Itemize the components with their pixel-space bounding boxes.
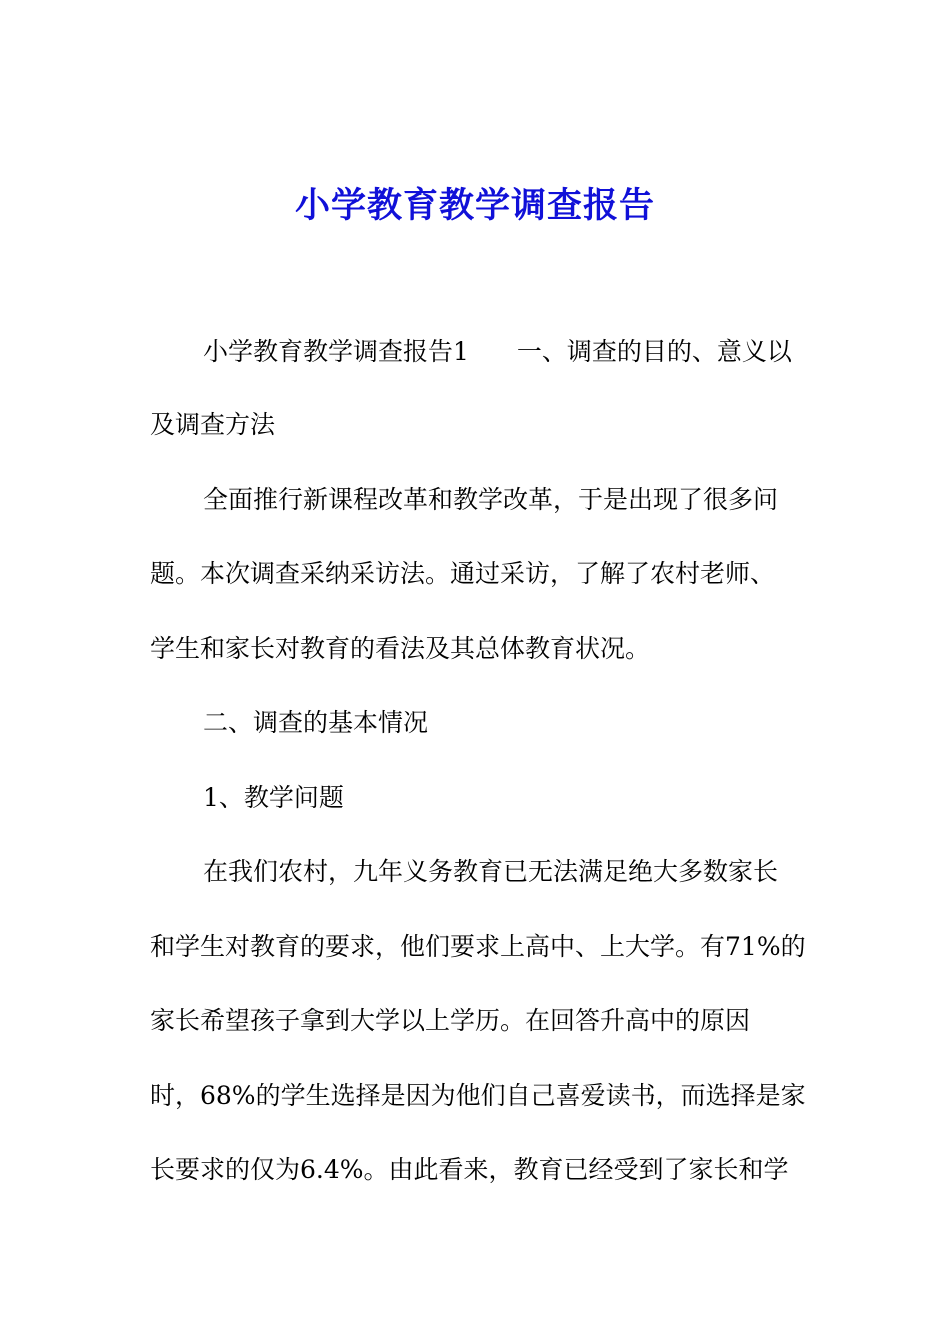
paragraph-line: 在我们农村，九年义务教育已无法满足绝大多数家长 <box>203 857 779 886</box>
paragraph-line <box>203 335 792 369</box>
section-heading: 二、调查的基本情况 <box>203 708 429 737</box>
section-heading-inline: 一、调查的目的、意义以 <box>516 337 792 366</box>
paragraph-line: 和学生对教育的要求，他们要求上高中、上大学。有71%的 <box>150 932 806 961</box>
document-title: 小学教育教学调查报告 <box>294 185 655 226</box>
paragraph-line: 学生和家长对教育的看法及其总体教育状况。 <box>150 634 651 663</box>
paragraph-line: 及调查方法 <box>150 410 276 439</box>
subsection-heading: 1、教学问题 <box>203 783 344 812</box>
paragraph-line: 时，68%的学生选择是因为他们自己喜爱读书，而选择是家 <box>150 1081 806 1110</box>
paragraph-line: 长要求的仅为6.4%。由此看来，教育已经受到了家长和学 <box>150 1155 789 1184</box>
paragraph-line: 家长希望孩子拿到大学以上学历。在回答升高中的原因 <box>150 1006 751 1035</box>
paragraph-line: 题。本次调查采纳采访法。通过采访，了解了农村老师、 <box>150 559 776 588</box>
paragraph-line: 全面推行新课程改革和教学改革，于是出现了很多问 <box>203 485 779 514</box>
report-number-label: 小学教育教学调查报告1 <box>203 337 469 366</box>
